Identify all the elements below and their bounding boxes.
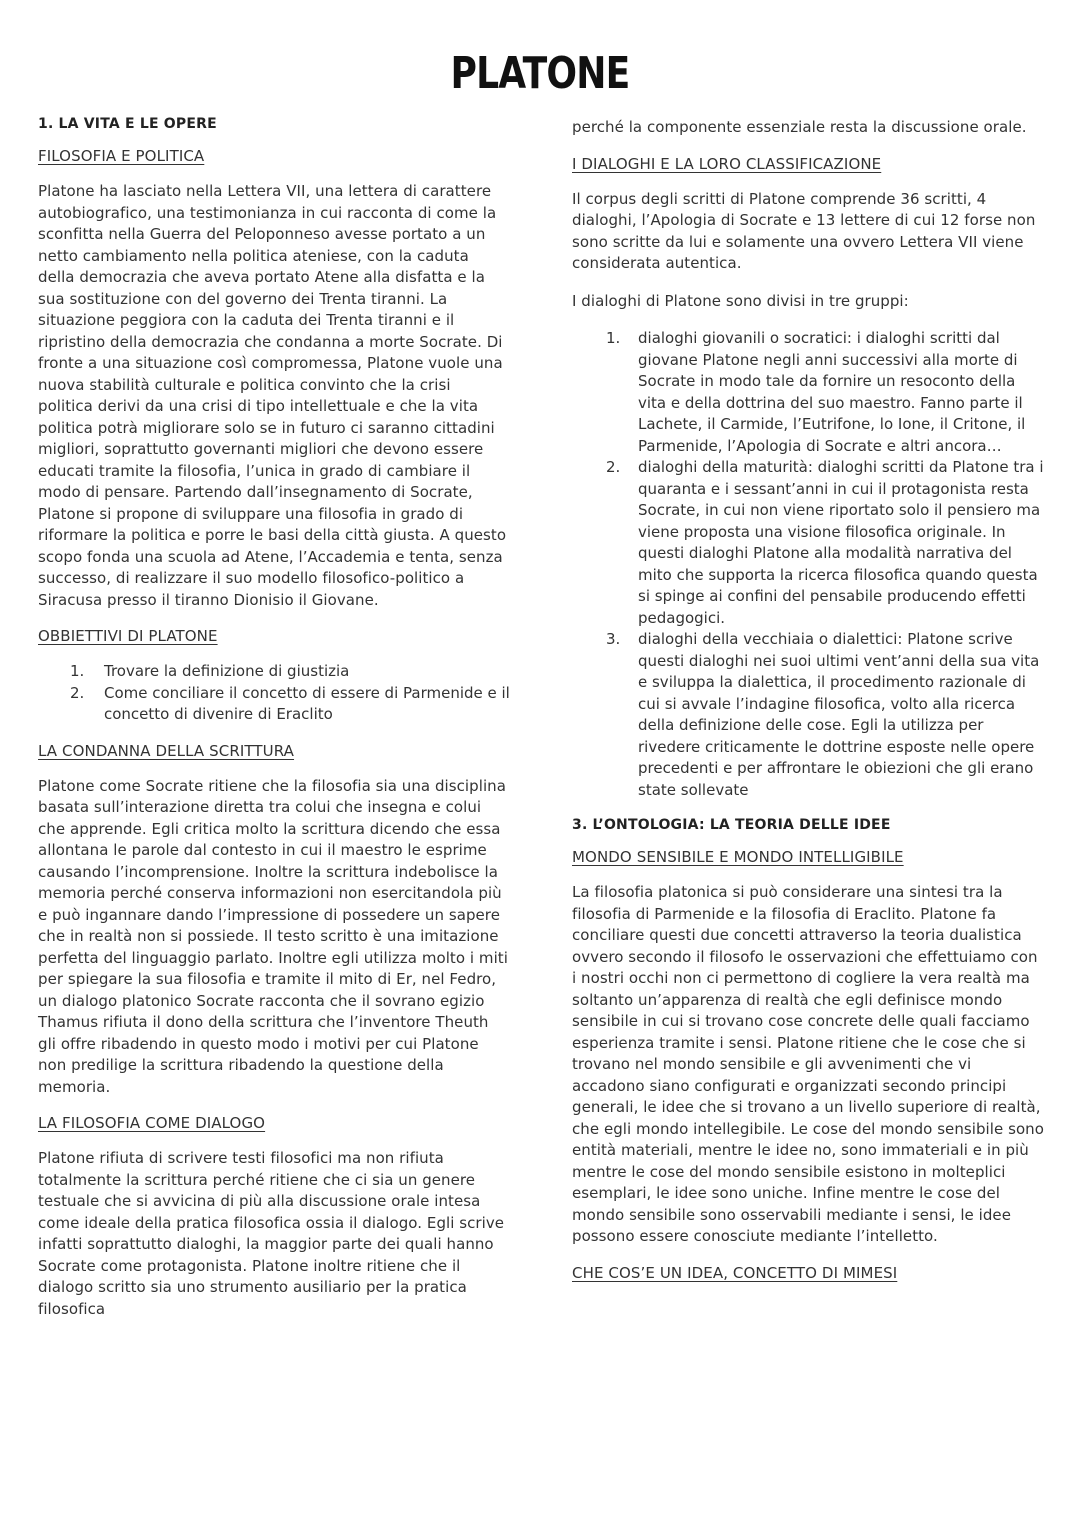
list-number: 2. (70, 683, 85, 702)
subheading-obbiettivi: OBBIETTIVI DI PLATONE (38, 627, 218, 645)
subheading-mondo-sensibile: MONDO SENSIBILE E MONDO INTELLIGIBILE (572, 848, 904, 866)
list-number: 3. (606, 630, 621, 648)
right-column (572, 117, 1046, 1298)
section-title-ontologia: 3. L’ONTOLOGIA: LA TEORIA DELLE IDEE (572, 817, 891, 833)
list-item (572, 457, 1046, 629)
list-item-text: Trovare la definizione di giustizia (104, 662, 350, 680)
list-item-text: dialoghi giovanili o socratici: i dialoghi scritti dal giovane Platone negli anni successivi alla morte di Socrate in modo tale da fornire un resoconto della vita e della dottrina del suo maestro. Fanno parte il Lachete, il Carmide, l’Eutrifone, lo Ione, il Critone, il Parmenide, l’Apologia di Socrate e altri ancora… (638, 329, 1026, 455)
list-item (38, 661, 510, 683)
paragraph-condanna-scrittura: Platone come Socrate ritiene che la filosofia sia una disciplina basata sull’interazione diretta tra colui che insegna e colui che apprende. Egli critica molto la scrittura dicendo che essa allontana le parole dal contesto in cui il maestro le esprime causando l’incomprensione. Inoltre la scrittura indebolisce la memoria perché conserva informazioni non esercitandola più e può ingannare dando l’impressione di possedere un sapere che in realtà non si possiede. Il testo scritto è una imitazione perfetta del linguaggio parlato. Inoltre egli utilizza molto i miti per spiegare la sua filosofia e tramite il mito di Er, nel Fedro, un dialogo platonico Socrate racconta che il sovrano egizio Thamus rifiuta il dono della scrittura che l’inventore Theuth gli offre ribadendo in questo modo i motivi per cui Platone non predilige la scrittura ribadendo la questione della memoria. (38, 776, 508, 1096)
paragraph-filosofia-dialogo: Platone rifiuta di scrivere testi filosofici ma non rifiuta totalmente la scrittura perché ritiene che ci sia un genere testuale che si avvicina di più alla discussione orale intesa come ideale della pratica filosofica ossia il dialogo. Egli scrive infatti soprattutto dialoghi, la maggior parte dei quali hanno Socrate come protagonista. Platone inoltre ritiene che il dialogo scritto sia uno strumento ausiliario per la pratica filosofica (38, 1149, 505, 1318)
subheading-condanna-scrittura: LA CONDANNA DELLA SCRITTURA (38, 741, 295, 760)
section-title-vita-opere: 1. LA VITA E LE OPERE (38, 116, 217, 132)
objectives-list (38, 661, 510, 726)
list-number: 2. (606, 458, 621, 476)
paragraph-filosofia-politica: Platone ha lasciato nella Lettera VII, una lettera di carattere autobiografico, una testimonianza in cui racconta di come la sconfitta nella Guerra del Peloponneso avesse portato a un netto cambiamento nella politica ateniese, con la caduta della democrazia che aveva portato Atene alla disfatta e la sua sostituzione con del governo dei Trenta tiranni. La situazione peggiora con la caduta dei Trenta tiranni e il ripristino della democrazia che condanna a morte Socrate. Di fronte a una situazione così compromessa, Platone vuole una nuova stabilità culturale e politica convinto che la crisi politica derivi da una crisi di tipo intellettuale e che la vita politica potrà migliorare solo se in futuro ci saranno cittadini migliori, soprattutto governanti migliori che devono essere educati tramite la filosofia, l’unica in grado di cambiare il modo di pensare. Partendo dall’insegnamento di Socrate, Platone si propone di sviluppare una filosofia in grado di riformare la politica e porre le basi della città giusta. A questo scopo fonda una scuola ad Atene, l’Accademia e tenta, senza successo, di realizzare il suo modello filosofico-politico a Siracusa presso il tiranno Dionisio il Giovane. (38, 182, 507, 609)
paragraph-gruppi-intro: I dialoghi di Platone sono divisi in tre gruppi: (572, 291, 909, 310)
subheading-idea-mimesi: CHE COS’E UN IDEA, CONCETTO DI MIMESI (572, 1263, 898, 1282)
left-column (38, 116, 510, 1336)
list-number: 1. (606, 329, 621, 347)
page-title: PLATONE (450, 48, 630, 99)
list-item (38, 683, 510, 726)
list-item (572, 328, 1046, 457)
dialogue-groups-list (572, 328, 1046, 801)
paragraph-mondo-sensibile: La filosofia platonica si può considerare una sintesi tra la filosofia di Parmenide e la filosofia di Eraclito. Platone fa conciliare questi due concetti attraverso la teoria dualistica ovvero secondo il filosofo le osservazioni che effettuiamo con i nostri occhi non ci permettono di cogliere la vera realtà ma soltanto un’apparenza di realtà che egli definisce mondo sensibile in cui si trovano cose concrete delle quali facciamo esperienza tramite i sensi. Platone ritiene che le cose che si trovano nel mondo sensibile e gli avvenimenti che vi accadono siano configurati e organizzati secondo principi generali, le idee che si trovano a un livello superiore di realtà, che egli mondo intellegibile. Le cose del mondo sensibile sono entità materiali, mentre le idee no, sono immateriali e in più mentre le cose del mondo sensibile esistono in molteplici esemplari, le idee sono uniche. Infine mentre le cose del mondo sensibile sono osservabili mediante i sensi, le idee possono essere conosciute mediante l’intelletto. (572, 883, 1044, 1245)
list-number: 1. (70, 662, 85, 680)
list-item-text: Come conciliare il concetto di essere di Parmenide e il concetto di divenire di Eraclito (104, 683, 510, 723)
list-item-text: dialoghi della vecchiaia o dialettici: Platone scrive questi dialoghi nei suoi ultimi vent’anni della sua vita e sviluppa la dialettica, il procedimento razionale di cui si avvale l’indagine filosofica, volto alla ricerca della definizione delle cose. Egli la utilizza per rivedere criticamente le dottrine esposte nelle opere precedenti e per affrontare le obiezioni che gli erano state sollevate (638, 630, 1040, 799)
subheading-filosofia-dialogo: LA FILOSOFIA COME DIALOGO (38, 1114, 266, 1132)
subheading-dialoghi-classificazione: I DIALOGHI E LA LORO CLASSIFICAZIONE (572, 154, 882, 173)
paragraph-corpus: Il corpus degli scritti di Platone comprende 36 scritti, 4 dialoghi, l’Apologia di Socrate e 13 lettere di cui 12 forse non sono scritte da lui e solamente una ovvero Lettera VII viene considerata autentica. (572, 189, 1036, 272)
list-item (572, 629, 1046, 801)
subheading-filosofia-politica: FILOSOFIA E POLITICA (38, 147, 205, 165)
paragraph-continuation: perché la componente essenziale resta la discussione orale. (572, 118, 1027, 136)
list-item-text: dialoghi della maturità: dialoghi scritti da Platone tra i quaranta e i sessant’anni in cui il protagonista resta Socrate, in cui non viene riportato solo il pensiero ma viene proposta una visione filosofica originale. In questi dialoghi Platone alla modalità narrativa del mito che supporta la ricerca filosofica quando questa si spinge ai confini del pensabile producendo effetti pedagogici. (638, 458, 1044, 627)
